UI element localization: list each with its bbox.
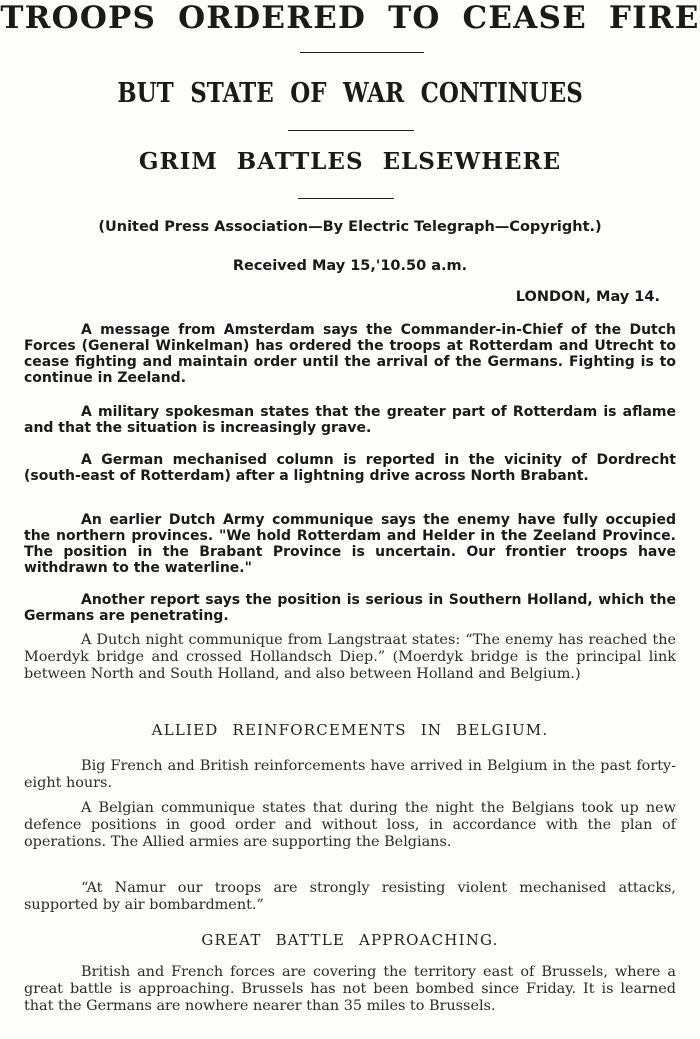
headline-divider-2 — [288, 130, 414, 131]
subheading-allied-reinforcements: ALLIED REINFORCEMENTS IN BELGIUM. — [151, 721, 549, 739]
paragraph-french-british-reinforcements: Big French and British reinforcements have arrived in Belgium in the past forty-eight hours. — [24, 758, 676, 791]
dateline: LONDON, May 14. — [515, 289, 660, 305]
paragraph-belgian-communique: A Belgian communique states that during the night the Belgians took up new defence positions in good order and without loss, in accordance with the plan of operations. The Allied armies are supporting the Belgians. — [24, 800, 676, 850]
headline-divider-1 — [300, 52, 424, 53]
main-headline: TROOPS ORDERED TO CEASE FIRE — [0, 0, 700, 36]
paragraph-dutch-night-communique: A Dutch night communique from Langstraat states: “The enemy has reached the Moerdyk bridge and crossed Hollandsch Diep.” (Moerdyk bridge is the principal link between North and South Holland, and also between Holland and Belgium.) — [24, 632, 676, 682]
paragraph-rotterdam-aflame: A military spokesman states that the greater part of Rotterdam is aflame and that the situation is increasingly grave. — [24, 404, 676, 436]
paragraph-amsterdam-message: A message from Amsterdam says the Commander-in-Chief of the Dutch Forces (General Winkelman) has ordered the troops at Rotterdam and Utrecht to cease fighting and maintain order until the arrival of the Germans. Fighting is to continue in Zeeland. — [24, 322, 676, 386]
headline-divider-3 — [298, 198, 394, 199]
paragraph-brussels: British and French forces are covering the territory east of Brussels, where a great battle is approaching. Brussels has not been bombed since Friday. It is learned that the Germans are nowhere nearer than 35 miles to Brussels. — [24, 964, 676, 1014]
paragraph-german-column: A German mechanised column is reported in the vicinity of Dordrecht (south-east of Rotterdam) after a lightning drive across North Brabant. — [24, 452, 676, 484]
received-time: Received May 15,'10.50 a.m. — [232, 258, 468, 274]
paragraph-southern-holland: Another report says the position is serious in Southern Holland, which the Germans are penetrating. — [24, 592, 676, 624]
paragraph-dutch-communique: An earlier Dutch Army communique says the enemy have fully occupied the northern provinces. "We hold Rotterdam and Helder in the Zeeland Province. The position in the Brabant Province is uncertain. Our frontier troops have withdrawn to the waterline." — [24, 512, 676, 576]
subheading-great-battle: GREAT BATTLE APPROACHING. — [201, 931, 499, 949]
agency-credit: (United Press Association—By Electric Telegraph—Copyright.) — [98, 219, 602, 235]
second-headline: BUT STATE OF WAR CONTINUES — [117, 78, 583, 109]
paragraph-namur: “At Namur our troops are strongly resisting violent mechanised attacks, supported by air bombardment.” — [24, 880, 676, 913]
third-headline: GRIM BATTLES ELSEWHERE — [138, 148, 562, 175]
